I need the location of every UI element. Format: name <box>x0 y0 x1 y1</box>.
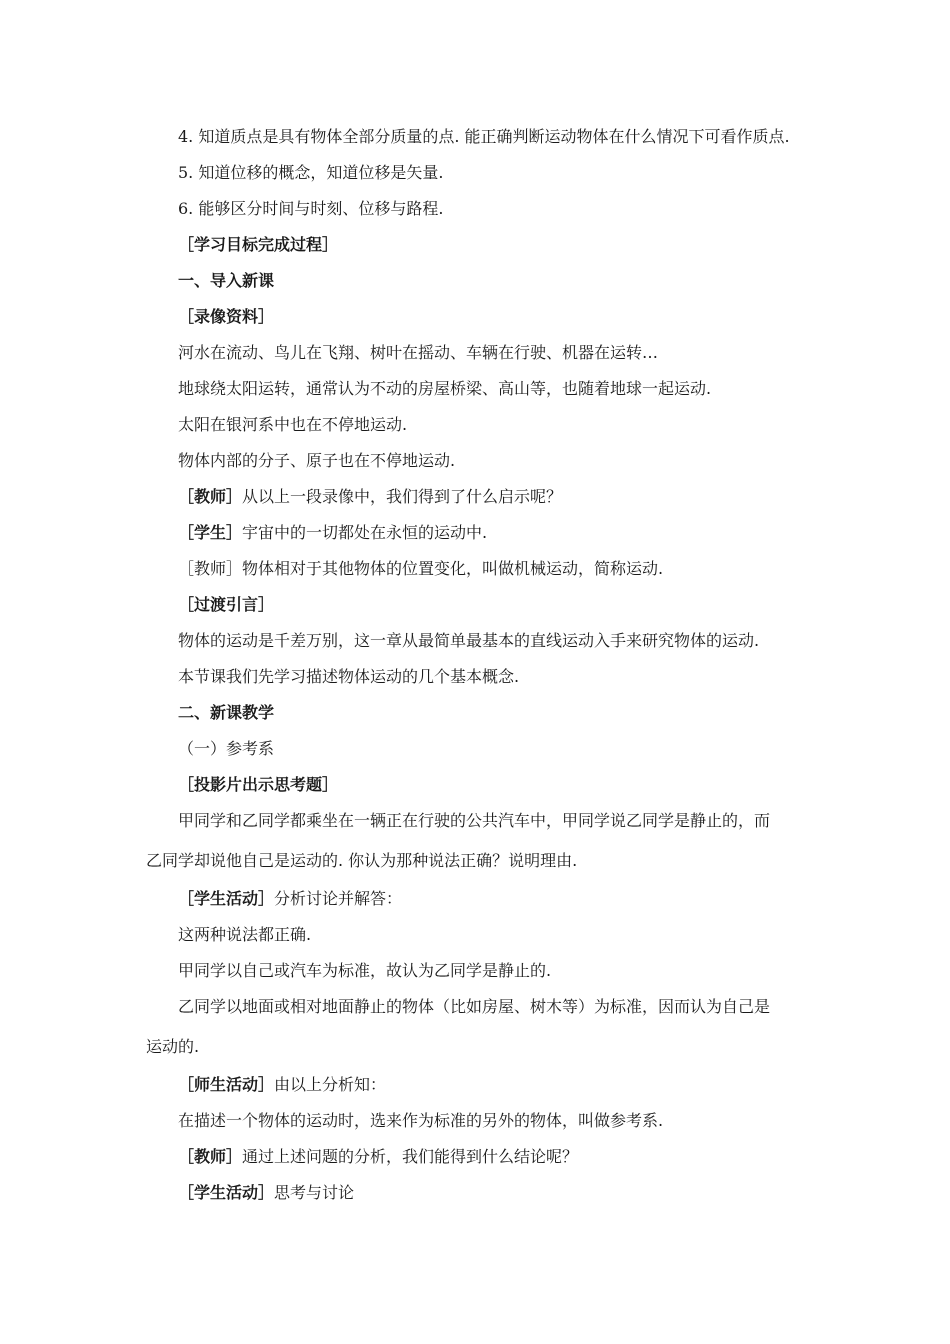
text-line: 物体内部的分子、原子也在不停地运动. <box>178 451 456 470</box>
label-video: ［录像资料］ <box>178 307 275 326</box>
heading-new-lesson: 二、新课教学 <box>178 703 275 722</box>
dialog-text: 通过上述问题的分析，我们能得到什么结论呢？ <box>242 1147 579 1166</box>
dialog-text: 思考与讨论 <box>274 1183 355 1202</box>
text-line: 本节课我们先学习描述物体运动的几个基本概念. <box>178 667 520 686</box>
dialog-teacher <box>178 1146 578 1168</box>
activity-teacher-student <box>178 1074 386 1096</box>
speaker-label: ［教师］ <box>178 487 243 506</box>
text-line: 河水在流动、鸟儿在飞翔、树叶在摇动、车辆在行驶、机器在运转… <box>178 343 659 362</box>
dialog-text: 宇宙中的一切都处在永恒的运动中. <box>242 523 488 542</box>
speaker-label: ［学生活动］ <box>178 889 275 908</box>
speaker-label: ［学生］ <box>178 523 243 542</box>
dialog-student <box>178 522 487 544</box>
text-line: 太阳在银河系中也在不停地运动. <box>178 415 408 434</box>
dialog-teacher-definition: ［教师］物体相对于其他物体的位置变化，叫做机械运动，简称运动. <box>178 559 664 578</box>
paragraph-question-line2: 乙同学却说他自己是运动的. 你认为那种说法正确？说明理由. <box>146 851 578 870</box>
label-slide-question: ［投影片出示思考题］ <box>178 775 339 794</box>
section-heading-process: ［学习目标完成过程］ <box>178 235 339 254</box>
activity-student <box>178 888 402 910</box>
dialog-text: 从以上一段录像中，我们得到了什么启示呢？ <box>242 487 563 506</box>
objective-4: 4. 知道质点是具有物体全部分质量的点. 能正确判断运动物体在什么情况下可看作质点. <box>178 127 790 146</box>
text-line: 这两种说法都正确. <box>178 925 312 944</box>
activity-student <box>178 1182 354 1204</box>
heading-intro: 一、导入新课 <box>178 271 275 290</box>
label-transition: ［过渡引言］ <box>178 595 275 614</box>
paragraph-answer-line2: 运动的. <box>146 1037 200 1056</box>
text-line: 甲同学以自己或汽车为标准，故认为乙同学是静止的. <box>178 961 552 980</box>
dialog-text: 分析讨论并解答： <box>274 889 403 908</box>
text-line: 地球绕太阳运转，通常认为不动的房屋桥梁、高山等，也随着地球一起运动. <box>178 379 712 398</box>
definition-reference-frame: 在描述一个物体的运动时，选来作为标准的另外的物体，叫做参考系. <box>178 1111 664 1130</box>
speaker-label: ［教师］ <box>178 1147 243 1166</box>
objective-5: 5. 知道位移的概念，知道位移是矢量. <box>178 163 444 182</box>
speaker-label: ［师生活动］ <box>178 1075 275 1094</box>
paragraph-answer-line1: 乙同学以地面或相对地面静止的物体（比如房屋、树木等）为标准，因而认为自己是 <box>178 997 771 1016</box>
dialog-teacher <box>178 486 562 508</box>
paragraph-question-line1: 甲同学和乙同学都乘坐在一辆正在行驶的公共汽车中，甲同学说乙同学是静止的，而 <box>178 811 771 830</box>
subheading-reference-frame: （一）参考系 <box>178 739 275 758</box>
objective-6: 6. 能够区分时间与时刻、位移与路程. <box>178 199 444 218</box>
text-line: 物体的运动是千差万别，这一章从最简单最基本的直线运动入手来研究物体的运动. <box>178 631 760 650</box>
dialog-text: 由以上分析知： <box>274 1075 387 1094</box>
speaker-label: ［学生活动］ <box>178 1183 275 1202</box>
